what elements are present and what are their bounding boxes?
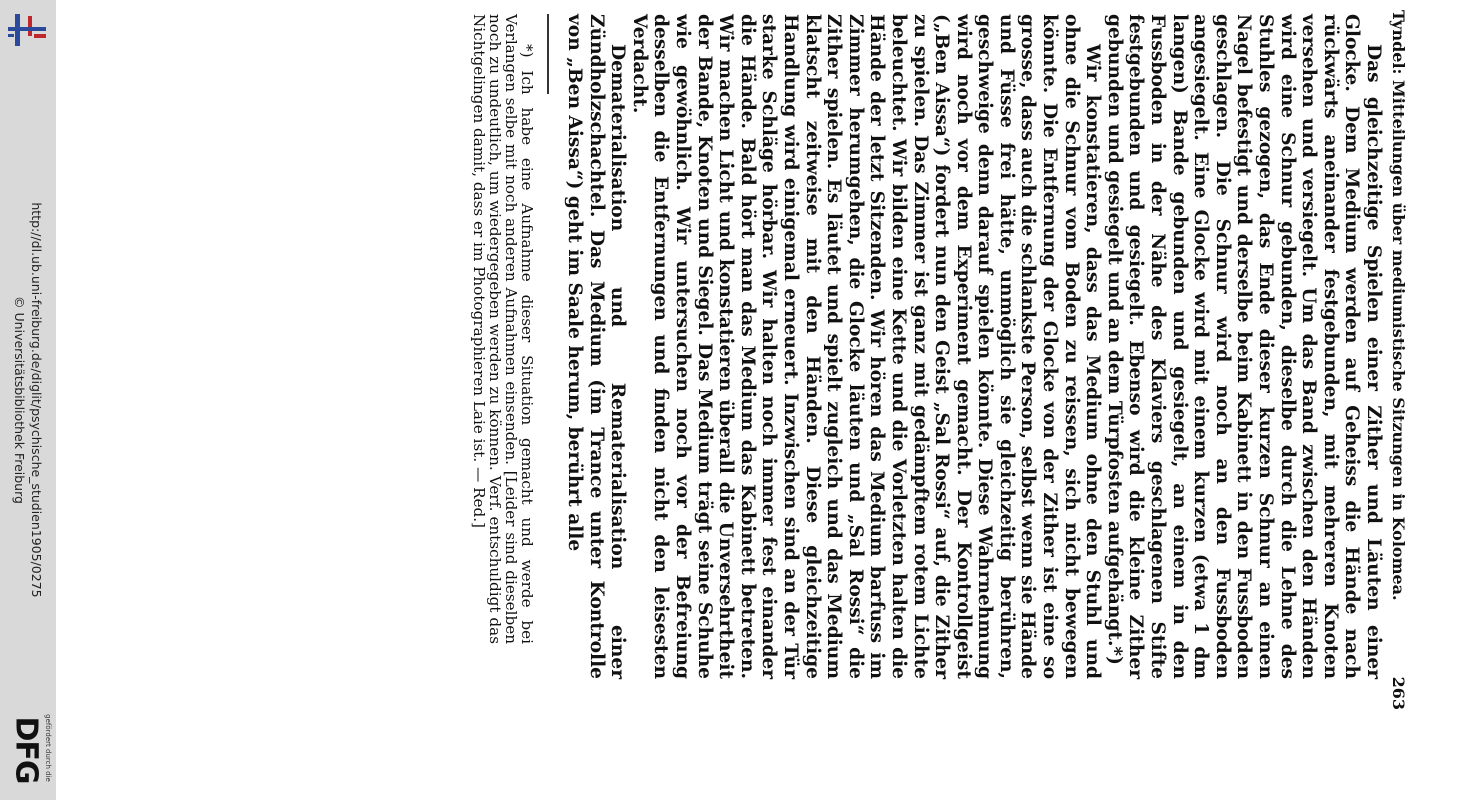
paragraph-1: Das gleichzeitige Spielen einer Zither und Läuten einer Glocke. Dem Medium werden auf Geheiss die Hände nach rückwärts aneinander festgebunden, mit mehreren Knoten versehen und versiegelt. Um das Band zwischen den Händen wird eine Schnur gebunden, dieselbe durch die Lehne des Stuhles gezogen, das Ende dieser kurzen Schnur an einen Nagel befestigt und derselbe beim Kabinett in den Fussboden geschlagen. Die Schnur wird noch an den Fussboden angesiegelt. Eine Glocke wird mit einem kurzen (etwa 1 dm langen) Bande gebunden und gesiegelt, an einem in den Fussboden in der Nähe des Klaviers geschlagenen Stifte festgebunden und gesiegelt. Ebenso wird die kleine Zither gebunden und gesiegelt und an dem Türpfosten aufgehängt.*) (1103, 14, 1384, 679)
page-body (471, 14, 1384, 679)
page-number: 263 (1389, 676, 1408, 710)
footnote-separator (547, 14, 549, 94)
viewer-sidebar (0, 0, 56, 800)
copyright-notice: © Universitätsbibliothek Freiburg (12, 296, 27, 504)
scanned-page (196, 0, 1416, 800)
source-url[interactable]: http://dl.ub.uni-freiburg.de/diglit/psychische_studien1905/0275 (29, 202, 44, 598)
dfg-logo (4, 700, 54, 795)
university-logo-icon (6, 8, 48, 52)
running-title: Tyndel: Mitteilungen über mediumistische Sitzungen in Kolomea. (1389, 10, 1408, 601)
paragraph-2: Wir konstatieren, dass das Medium ohne den Stuhl und ohne die Schnur vom Boden zu reissen, sich nicht bewegen könnte. Die Entfernung der Glocke von der Zither ist eine so grosse, dass auch die schlankste Person, selbst wenn sie Hände und Füsse frei hätte, unmöglich sie gleichzeitig berühren, geschweige denn darauf spielen könnte. Diese Wahrnehmung wird noch vor dem Experiment gemacht. Der Kontrollgeist („Ben Aissa“) fordert nun den Geist „Sal Rossi“ auf, die Zither zu spielen. Das Zimmer ist ganz mit gedämpftem rotem Lichte beleuchtet. Wir bilden eine Kette und die Vorletzten halten die Hände der letzt Sitzenden. Wir hören das Medium barfuss im Zimmer herumgehen, die Glocke läuten und „Sal Rossi“ die Zither spielen. Es läutet und spielt zugleich und das Medium klatscht zeitweise mit den Händen. Diese gleichzeitige Handlung wird einigemal erneuert. Inzwischen sind an der Tür starke Schläge hörbar. Wir halten noch immer fest einander die Hände. Bald hört man das Medium das Kabinett betreten. Wir machen Licht und konstatieren überall die Unversehrtheit der Bande, Knoten und Siegel. Das Medium trägt seine Schuhe wie gewöhnlich. Wir untersuchen noch vor der Befreiung desselben die Entfernungen und finden nicht den leisesten Verdacht. (628, 14, 1104, 679)
dfg-funding-text: gefördert durch die (44, 714, 52, 782)
running-header (1389, 10, 1408, 710)
dfg-logo-text: DFG (8, 716, 44, 784)
footnote: *) Ich habe eine Aufnahme dieser Situation gemacht und werde bei Verlangen selbe mit noch anderen Aufnahmen einsenden. [Leider sind dieselben noch zu undeutlich, um wiedergegeben werden zu können. Verf. entschuldigt das Nichtgelingen damit, dass er im Photographieren Laie ist. — Red.] (470, 14, 537, 644)
paragraph-3: Dematerialisation und Rematerialisation einer Zündholzschachtel. Das Medium (im Trance unter Kontrolle von „Ben Aissa“) geht im Saale herum, berührt alle (564, 14, 629, 679)
